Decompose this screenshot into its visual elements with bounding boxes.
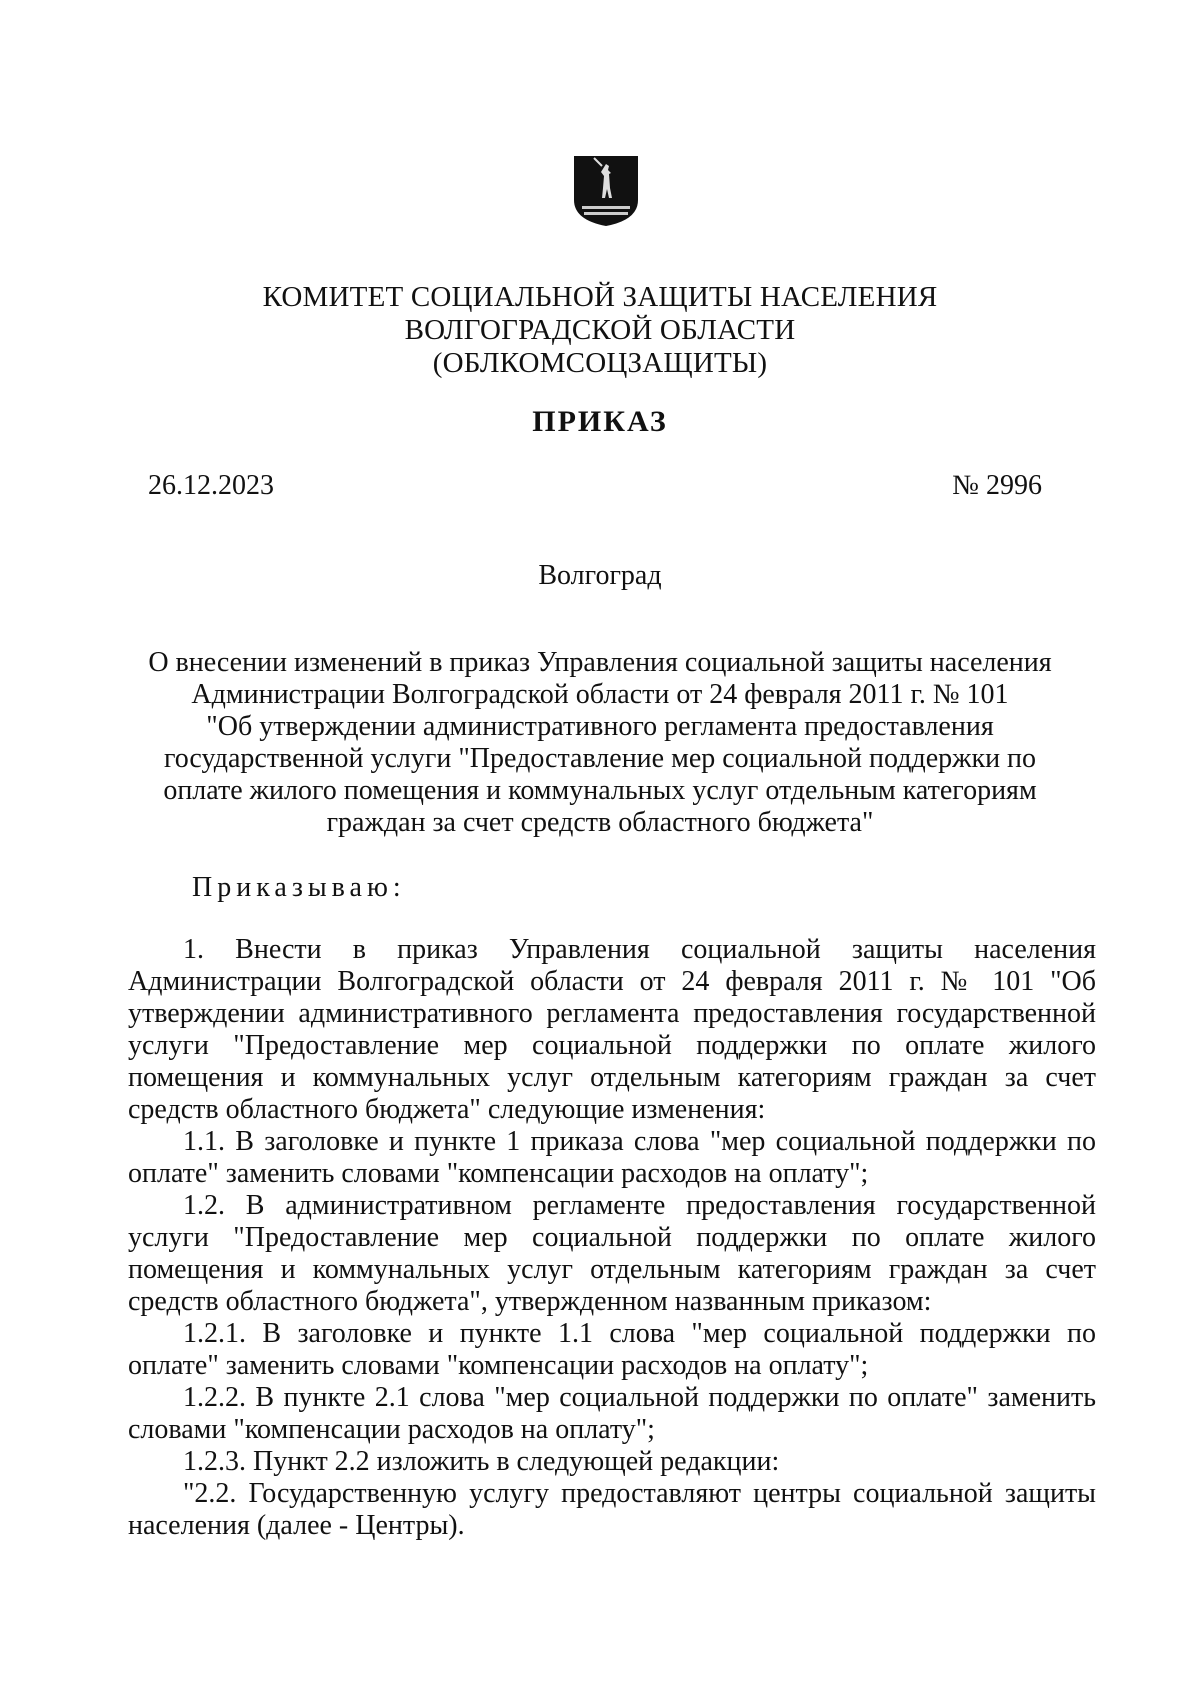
- subject-line: государственной услуги "Предоставление мер социальной поддержки по: [163, 743, 1037, 774]
- paragraph: 1.2.3. Пункт 2.2 изложить в следующей редакции:: [183, 1446, 780, 1477]
- subject-line: "Об утверждении административного регламента предоставления: [206, 711, 994, 742]
- coat-of-arms-icon: [572, 154, 640, 228]
- document-subject: [0, 647, 1200, 839]
- document-body: [128, 934, 1096, 1542]
- subject-line: граждан за счет средств областного бюджета": [326, 807, 874, 838]
- paragraph: 1.2.1. В заголовке и пункте 1.1 слова "мер социальной поддержки по оплате" заменить словами "компенсации расходов на оплату";: [128, 1318, 1096, 1381]
- subject-line: оплате жилого помещения и коммунальных услуг отдельным категориям: [163, 775, 1037, 806]
- document-date: 26.12.2023: [148, 470, 274, 501]
- paragraph: 1.1. В заголовке и пункте 1 приказа слова "мер социальной поддержки по оплате" заменить словами "компенсации расходов на оплату";: [128, 1126, 1096, 1189]
- document-type: ПРИКАЗ: [532, 405, 668, 438]
- org-name-line-2: ВОЛГОГРАДСКОЙ ОБЛАСТИ: [404, 314, 796, 346]
- paragraph: "2.2. Государственную услугу предоставляют центры социальной защиты населения (далее - Центры).: [128, 1478, 1096, 1541]
- subject-line: Администрации Волгоградской области от 24 февраля 2011 г. № 101: [191, 679, 1009, 710]
- org-name-line-3: (ОБЛКОМСОЦЗАЩИТЫ): [432, 347, 768, 379]
- org-name-line-1: КОМИТЕТ СОЦИАЛЬНОЙ ЗАЩИТЫ НАСЕЛЕНИЯ: [262, 281, 938, 313]
- paragraph: 1. Внести в приказ Управления социальной защиты населения Администрации Волгоградской области от 24 февраля 2011 г. № 101 "Об утверждении административного регламента предоставления государственной услуги "Предоставление мер социальной поддержки по оплате жилого помещения и коммунальных услуг отдельным категориям граждан за счет средств областного бюджета" следующие изменения:: [128, 934, 1096, 1125]
- paragraph: 1.2. В административном регламенте предоставления государственной услуги "Предоставление мер социальной поддержки по оплате жилого помещения и коммунальных услуг отдельным категориям граждан за счет средств областного бюджета", утвержденном названным приказом:: [128, 1190, 1096, 1317]
- order-word: Приказываю:: [192, 872, 406, 903]
- paragraph: 1.2.2. В пункте 2.1 слова "мер социальной поддержки по оплате" заменить словами "компенсации расходов на оплату";: [128, 1382, 1096, 1445]
- subject-line: О внесении изменений в приказ Управления социальной защиты населения: [148, 647, 1052, 678]
- document-city: Волгоград: [538, 560, 662, 591]
- document-number: № 2996: [952, 470, 1042, 501]
